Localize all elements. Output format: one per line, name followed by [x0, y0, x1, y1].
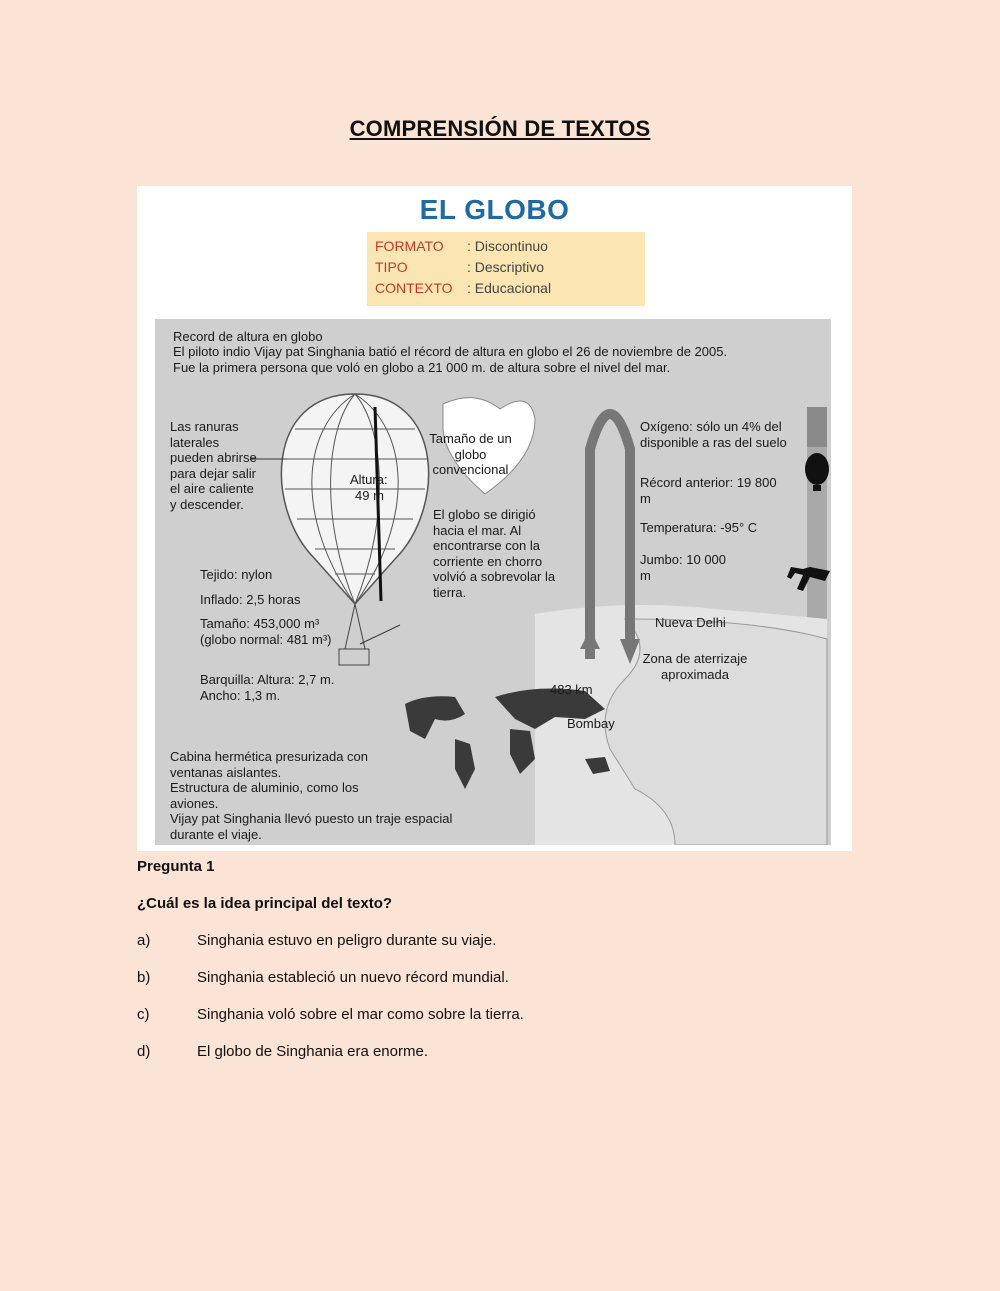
bombay-label: Bombay [567, 716, 615, 731]
barquilla-note: Barquilla: Altura: 2,7 m. Ancho: 1,3 m. [200, 672, 335, 703]
meta-row-contexto: CONTEXTO : Educacional [375, 280, 552, 296]
question-label: Pregunta 1 [137, 858, 215, 875]
intro-body: El piloto indio Vijay pat Singhania batió el récord de altura en globo el 26 de noviembre de 2005. Fue la primera persona que voló en globo a 21 000 m. de altura sobre el nivel del mar. [173, 344, 728, 375]
altura-value: 49 m [355, 488, 384, 503]
cabina-note: Cabina hermética presurizada con ventanas aislantes. [170, 749, 368, 780]
temperatura-note: Temperatura: -95° C [640, 520, 758, 535]
ranuras-note: Las ranuras laterales pueden abrirse para dejar salir el aire caliente y descender. [170, 419, 257, 512]
option-letter: b) [137, 969, 151, 986]
oxigeno-note: Oxígeno: sólo un 4% del disponible a ras del suelo [640, 419, 787, 450]
distance-label: 483 km [550, 682, 593, 697]
option-text: Singhania voló sobre el mar como sobre la tierra. [197, 1006, 524, 1023]
infographic-figure [137, 186, 852, 851]
tejido-note: Tejido: nylon [200, 567, 273, 582]
altura-label: Altura: [350, 472, 388, 487]
estructura-note: Estructura de aluminio, como los aviones. [170, 780, 359, 811]
meta-row-tipo: TIPO : Descriptivo [375, 259, 545, 275]
traje-note: Vijay pat Singhania llevó puesto un traje espacial durante el viaje. [170, 811, 453, 842]
figure-title: EL GLOBO [419, 194, 570, 225]
option-letter: c) [137, 1006, 150, 1023]
option-text: El globo de Singhania era enorme. [197, 1043, 428, 1060]
meta-box [367, 232, 645, 306]
balloon-infographic [155, 319, 831, 845]
page-title: COMPRENSIÓN DE TEXTOS [349, 116, 651, 141]
intro-heading: Record de altura en globo [173, 329, 323, 344]
question-text: ¿Cuál es la idea principal del texto? [137, 895, 393, 912]
tamano-note: Tamaño: 453,000 m³ (globo normal: 481 m³) [200, 616, 332, 647]
altitude-scale-top [807, 407, 827, 447]
dirigio-note: El globo se dirigió hacia el mar. Al encontrarse con la corriente en chorro volvió a sobrevolar la tierra. [433, 507, 556, 600]
inflado-note: Inflado: 2,5 horas [200, 592, 301, 607]
conventional-balloon-label: Tamaño de un globo convencional [429, 431, 512, 477]
record-anterior-note: Récord anterior: 19 800 m [640, 475, 777, 506]
jumbo-note: Jumbo: 10 000 m [640, 552, 727, 583]
option-text: Singhania estuvo en peligro durante su viaje. [197, 932, 497, 949]
option-text: Singhania estableció un nuevo récord mundial. [197, 969, 509, 986]
meta-row-formato: FORMATO : Discontinuo [375, 238, 548, 254]
option-letter: a) [137, 932, 151, 949]
option-letter: d) [137, 1043, 151, 1060]
balloon-icon [805, 453, 829, 485]
zona-aterrizaje-label: Zona de aterrizaje aproximada [642, 651, 748, 682]
nueva-delhi-label: Nueva Delhi [655, 615, 726, 630]
